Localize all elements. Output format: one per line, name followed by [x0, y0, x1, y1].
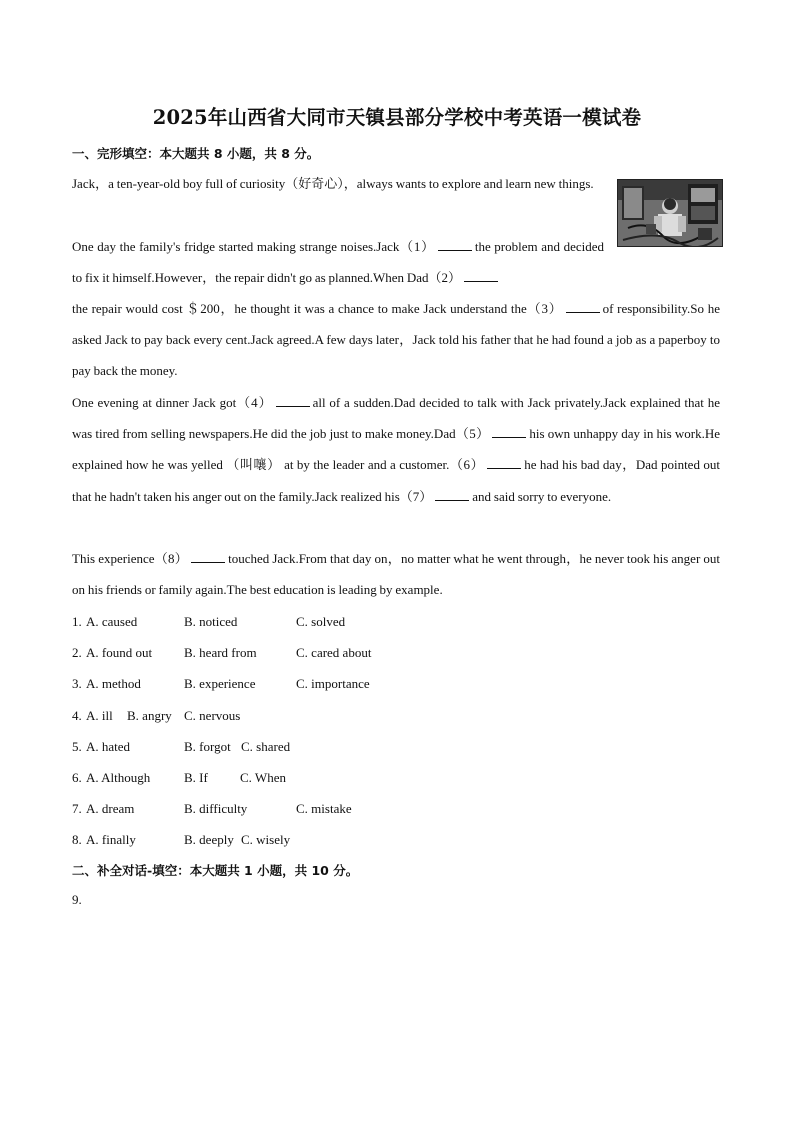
para2-text-b: all of a sudden.Dad decided to talk with Jack privately.Jack explained that he was tired from selling newspapers.He did the job just to make money.Dad（5）: [72, 395, 720, 442]
question-4-options: [72, 700, 720, 731]
blank-6[interactable]: [487, 457, 521, 469]
blank-8[interactable]: [191, 551, 225, 563]
option-a[interactable]: A. hated: [86, 738, 131, 754]
para3-text-b: touched Jack.From that day on，no matter what he went through，he never took his anger out on his friends or family again.The best education is leading by example.: [72, 551, 720, 598]
option-a[interactable]: A. dream: [86, 801, 135, 817]
question-9-number: 9.: [72, 892, 82, 907]
option-b[interactable]: B. noticed: [184, 614, 238, 629]
option-b[interactable]: B. deeply: [184, 832, 234, 848]
question-number: 8.: [72, 832, 82, 848]
section-1-heading: 一、完形填空：本大题共 8 小题，共 8 分。: [72, 146, 320, 161]
para3-text-a: This experience（8）: [72, 551, 189, 566]
para1-text-a: One day the family's fridge started making strange noises.Jack（1）: [72, 239, 435, 254]
option-c[interactable]: C. importance: [296, 676, 370, 692]
question-number: 7.: [72, 801, 82, 817]
option-a[interactable]: A. caused: [86, 614, 138, 629]
para2-text-d: he had his bad day，Dad pointed out that he hadn't taken his anger out on the family.Jack realized his（7）: [72, 457, 720, 504]
exam-title: 2025年山西省大同市天镇县部分学校中考英语一模试卷: [152, 106, 642, 129]
blank-2[interactable]: [464, 270, 498, 282]
passage-paragraph-1-rest: [72, 293, 720, 387]
boy-with-broken-appliance-photo: [617, 179, 723, 247]
para1-text-b: the problem and decided to fix it himself.However，the repair didn't go as planned.When Dad（2）: [72, 239, 604, 286]
question-number: 2.: [72, 645, 82, 661]
passage-paragraph-3: [72, 543, 720, 605]
option-c[interactable]: C. nervous: [184, 707, 241, 723]
question-1-options: [72, 606, 720, 637]
blank-3[interactable]: [566, 301, 600, 313]
option-b[interactable]: B. angry: [127, 707, 172, 723]
option-c[interactable]: C. When: [240, 769, 286, 785]
option-c[interactable]: C. solved: [296, 614, 346, 629]
option-c[interactable]: C. mistake: [296, 801, 352, 817]
question-2-options: [72, 637, 720, 668]
para2-text-e: and said sorry to everyone.: [472, 488, 612, 504]
para1-text-d: of responsibility.So he asked Jack to pay back every cent.Jack agreed.A few days later，Jack told his father that he had found a job as a paperboy to pay back the money.: [72, 301, 720, 379]
blank-5[interactable]: [492, 426, 526, 438]
answer-options-list: [72, 606, 720, 856]
option-c[interactable]: C. shared: [241, 738, 291, 754]
option-a[interactable]: A. found out: [86, 645, 153, 661]
question-number: 5.: [72, 738, 82, 754]
option-b[interactable]: B. If: [184, 769, 208, 785]
photo-illustration: [618, 180, 722, 246]
option-a[interactable]: A. Although: [86, 769, 151, 785]
question-8-options: [72, 824, 720, 855]
question-number: 3.: [72, 676, 82, 692]
question-5-options: [72, 731, 720, 762]
option-c[interactable]: C. cared about: [296, 645, 372, 661]
question-7-options: [72, 793, 720, 824]
option-a[interactable]: A. method: [86, 676, 141, 692]
question-6-options: [72, 762, 720, 793]
option-a[interactable]: A. finally: [86, 832, 136, 848]
question-3-options: [72, 668, 720, 699]
option-b[interactable]: B. difficulty: [184, 801, 248, 817]
option-b[interactable]: B. experience: [184, 676, 256, 692]
blank-1[interactable]: [438, 239, 472, 251]
blank-4[interactable]: [276, 395, 310, 407]
para2-text-a: One evening at dinner Jack got（4）: [72, 395, 273, 410]
question-number: 1.: [72, 614, 82, 629]
blank-7[interactable]: [435, 489, 469, 501]
option-a[interactable]: A. ill: [86, 707, 113, 723]
option-b[interactable]: B. forgot: [184, 738, 231, 754]
section-2-heading: 二、补全对话-填空：本大题共 1 小题，共 10 分。: [72, 863, 359, 878]
question-number: 6.: [72, 769, 82, 785]
question-number: 4.: [72, 707, 82, 723]
passage-paragraph-2: [72, 387, 720, 512]
para2-text-c: his own unhappy day in his work.He explained how he was yelled （叫嚷） at by the leader and a customer.（6）: [72, 426, 721, 473]
option-b[interactable]: B. heard from: [184, 645, 257, 661]
passage-intro: Jack，a ten-year-old boy full of curiosity（好奇心），always wants to explore and learn new things.: [72, 176, 594, 191]
para1-text-c: the repair would cost ＄200，he thought it was a chance to make Jack understand the（3）: [72, 301, 563, 316]
option-c[interactable]: C. wisely: [241, 832, 291, 848]
passage-paragraph-1-start: [72, 231, 604, 293]
